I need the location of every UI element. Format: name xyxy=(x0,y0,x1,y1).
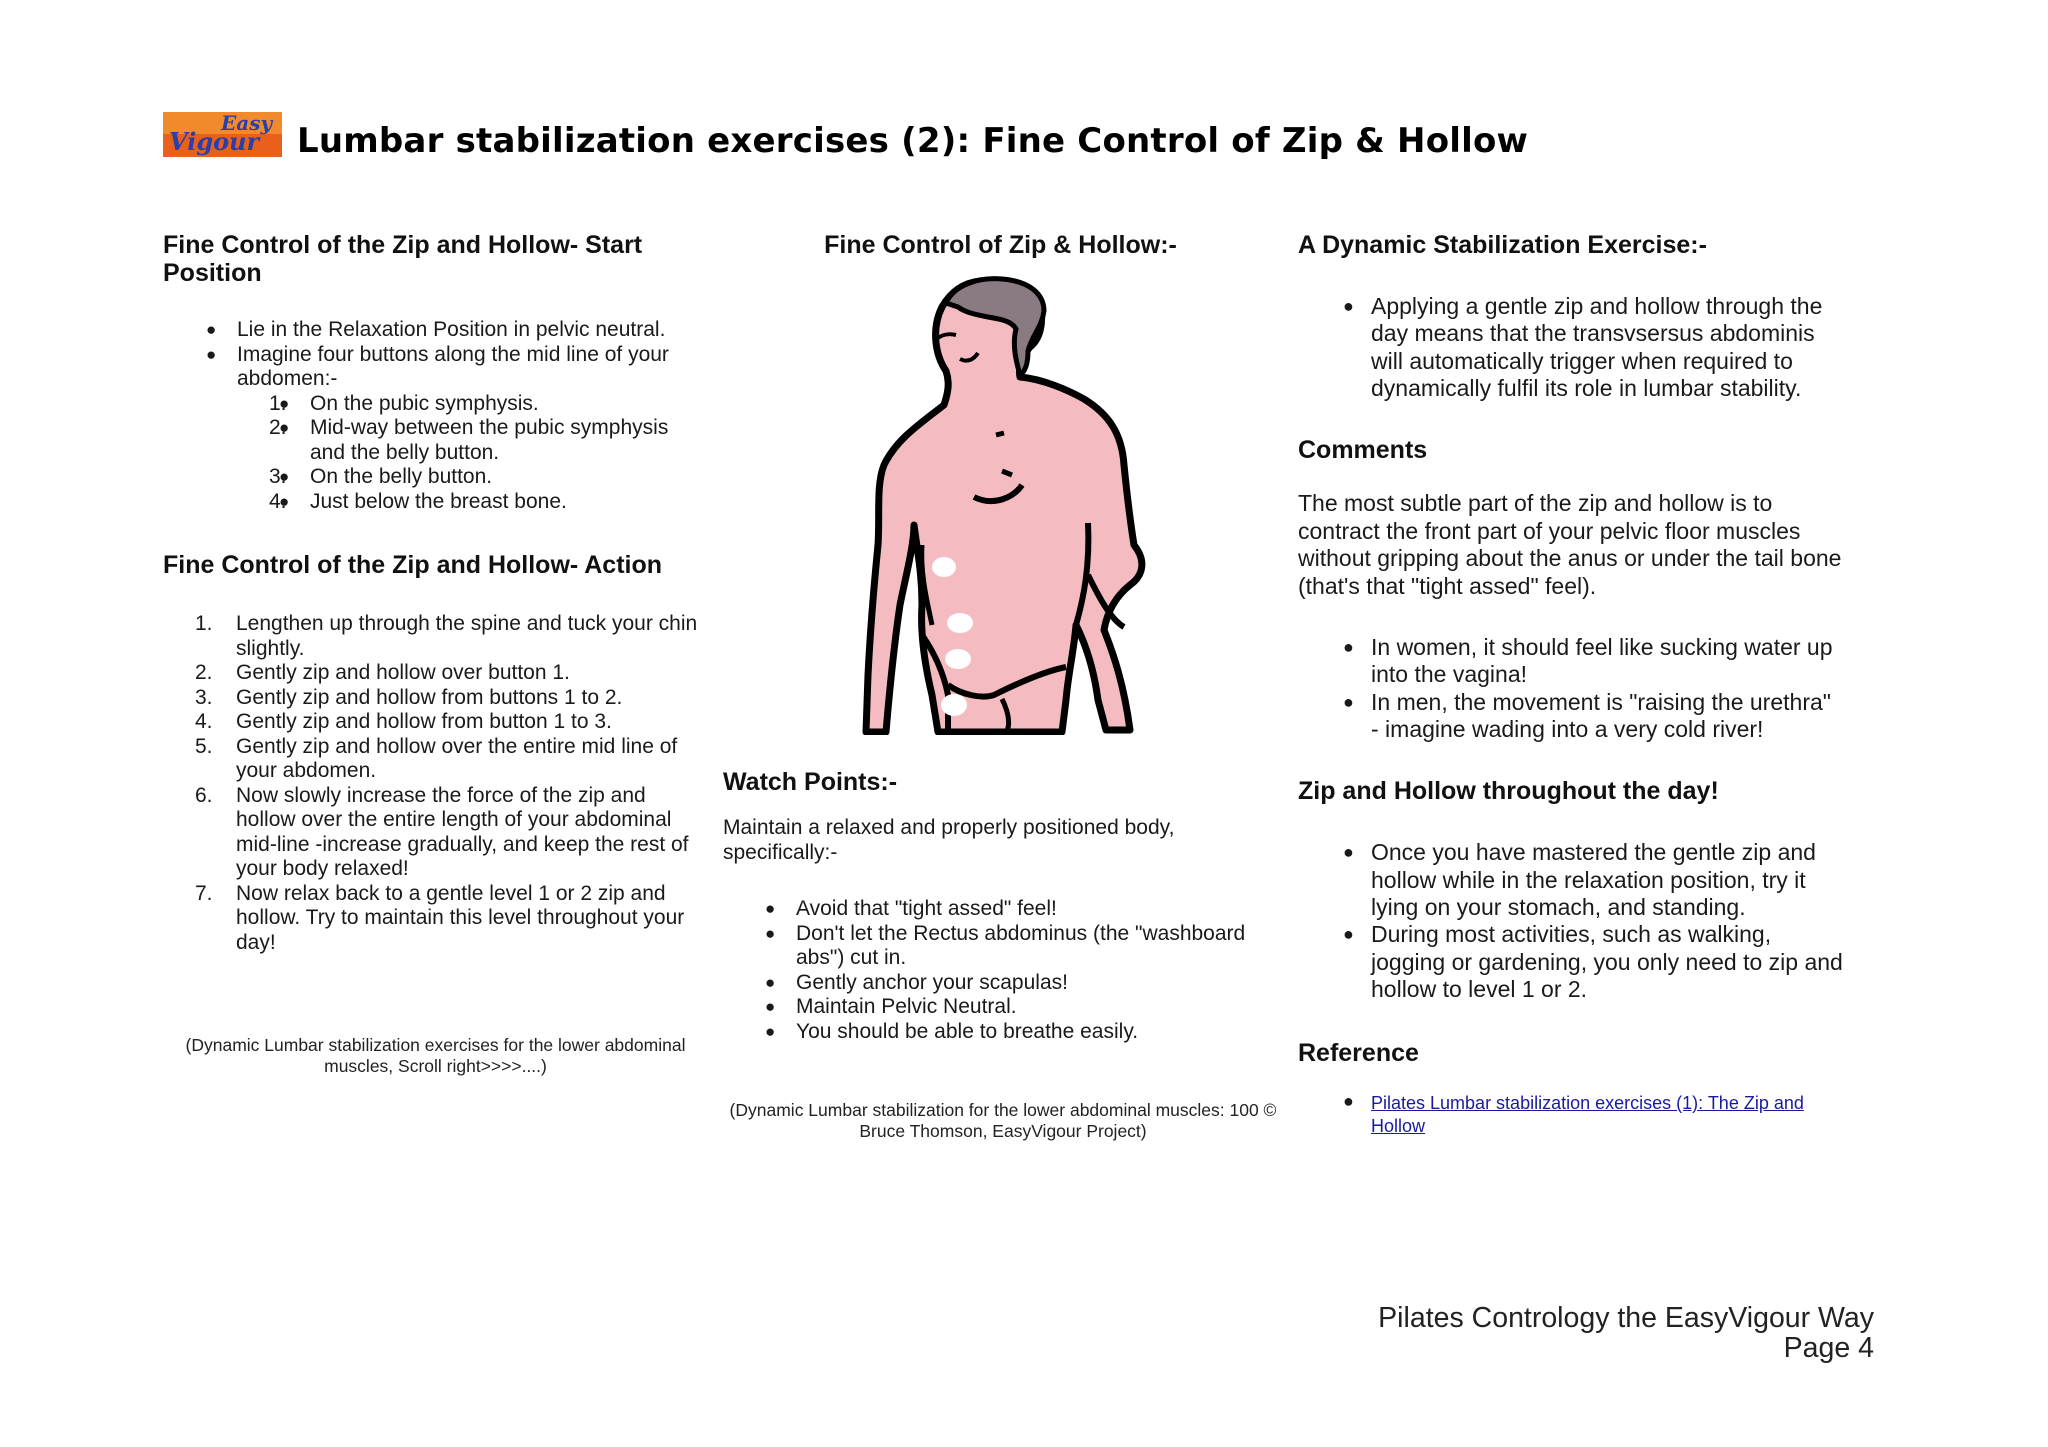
reference-list xyxy=(1371,1091,1841,1137)
day-heading: Zip and Hollow throughout the day! xyxy=(1298,777,1719,806)
list-item: ● Imagine four buttons along the mid line of your abdomen:- ● 1. On the pubic symphysis. ● 2. Mid-way between the pubic symphysis and the belly button. ● 3. On the belly button. ● 4. Just below the breast bone. xyxy=(237,343,708,515)
list-item: ● Applying a gentle zip and hollow through the day means that the transvsersus abdominis will automatically trigger when required to dynamically fulfil its role in lumbar stability. xyxy=(1371,293,1841,402)
logo-text-bottom: Vigour xyxy=(169,127,260,156)
list-item: ● Lie in the Relaxation Position in pelvic neutral. xyxy=(237,318,708,343)
list-item: ● Maintain Pelvic Neutral. xyxy=(796,995,1286,1020)
list-item: ● Avoid that "tight assed" feel! xyxy=(796,897,1286,922)
list-item: 4. Gently zip and hollow from button 1 to 3. xyxy=(195,710,612,733)
list-item: ● Don't let the Rectus abdominus (the "washboard abs") cut in. xyxy=(796,922,1286,971)
page-title: Lumbar stabilization exercises (2): Fine Control of Zip & Hollow xyxy=(297,121,1529,161)
list-item: ● 2. Mid-way between the pubic symphysis and the belly button. xyxy=(310,416,708,465)
reference-heading: Reference xyxy=(1298,1039,1419,1068)
dynamic-heading: A Dynamic Stabilization Exercise:- xyxy=(1298,231,1707,259)
list-item: 3. Gently zip and hollow from buttons 1 to 2. xyxy=(195,685,623,709)
action-heading: Fine Control of the Zip and Hollow- Action xyxy=(163,551,663,579)
list-item: ● During most activities, such as walking, jogging or gardening, you only need to zip and hollow to level 1 or 2. xyxy=(1371,921,1851,1003)
button-marker-3 xyxy=(947,613,973,633)
list-item: ● 4. Just below the breast bone. xyxy=(310,490,708,515)
column-right xyxy=(1298,231,1878,1137)
buttons-list xyxy=(269,391,708,515)
button-marker-1 xyxy=(941,694,967,716)
list-item: 5. Gently zip and hollow over the entire mid line of your abdomen. xyxy=(195,734,678,782)
body-illustration xyxy=(862,275,1152,735)
logo-text-top: Easy xyxy=(221,112,273,135)
dynamic-list xyxy=(1371,293,1841,402)
action-steps-list xyxy=(195,612,706,955)
day-list xyxy=(1371,839,1851,1003)
list-item: ● You should be able to breathe easily. xyxy=(796,1020,1286,1045)
list-item: ● In women, it should feel like sucking water up into the vagina! xyxy=(1371,634,1841,689)
watch-points-list xyxy=(796,897,1286,1044)
comments-text: The most subtle part of the zip and hollow is to contract the front part of your pelvic floor muscles without gripping about the anus or under the tail bone (that's that "tight assed" feel). xyxy=(1298,490,1842,599)
button-marker-2 xyxy=(945,649,971,669)
footer-title: Pilates Contrology the EasyVigour Way xyxy=(1378,1302,1874,1334)
fine-control-heading: Fine Control of Zip & Hollow:- xyxy=(824,231,1177,259)
start-position-list xyxy=(237,318,708,514)
list-item: 7. Now relax back to a gentle level 1 or 2 zip and hollow. Try to maintain this level throughout your day! xyxy=(195,881,685,954)
list-item: ● Gently anchor your scapulas! xyxy=(796,971,1286,996)
watch-points-heading: Watch Points:- xyxy=(723,768,898,796)
page-footer xyxy=(1378,1303,1874,1363)
watch-points-section xyxy=(723,768,1283,1160)
list-item: ● In men, the movement is "raising the urethra" - imagine wading into a very cold river! xyxy=(1371,689,1841,744)
list-item: ● 3. On the belly button. xyxy=(310,465,708,490)
comments-heading: Comments xyxy=(1298,436,1428,465)
torso-shape xyxy=(866,281,1142,732)
column-left xyxy=(163,231,708,1095)
list-item xyxy=(1371,1091,1841,1137)
column-middle xyxy=(723,231,1273,259)
list-item: 1. Lengthen up through the spine and tuck your chin slightly. xyxy=(195,612,698,660)
left-caption: (Dynamic Lumbar stabilization exercises for the lower abdominal muscles, Scroll right>>>>....) xyxy=(185,1035,686,1076)
page-number: Page 4 xyxy=(1783,1332,1874,1364)
list-item: ● 1. On the pubic symphysis. xyxy=(310,392,708,417)
middle-caption: (Dynamic Lumbar stabilization for the lower abdominal muscles: 100 © Bruce Thomson, EasyVigour Project) xyxy=(729,1100,1277,1141)
reference-link[interactable]: Pilates Lumbar stabilization exercises (1): The Zip and Hollow xyxy=(1371,1093,1804,1137)
list-item: 6. Now slowly increase the force of the zip and hollow over the entire length of your abdominal mid-line -increase gradually, and keep the rest of your body relaxed! xyxy=(195,783,689,880)
easyvigour-logo xyxy=(163,112,282,157)
button-marker-4 xyxy=(932,557,956,577)
comments-list xyxy=(1371,634,1841,743)
start-position-heading: Fine Control of the Zip and Hollow- Start Position xyxy=(163,231,643,287)
list-item: 2. Gently zip and hollow over button 1. xyxy=(195,661,570,684)
list-item: ● Once you have mastered the gentle zip and hollow while in the relaxation position, try it lying on your stomach, and standing. xyxy=(1371,839,1851,921)
watch-points-intro: Maintain a relaxed and properly positioned body, specifically:- xyxy=(723,816,1175,864)
